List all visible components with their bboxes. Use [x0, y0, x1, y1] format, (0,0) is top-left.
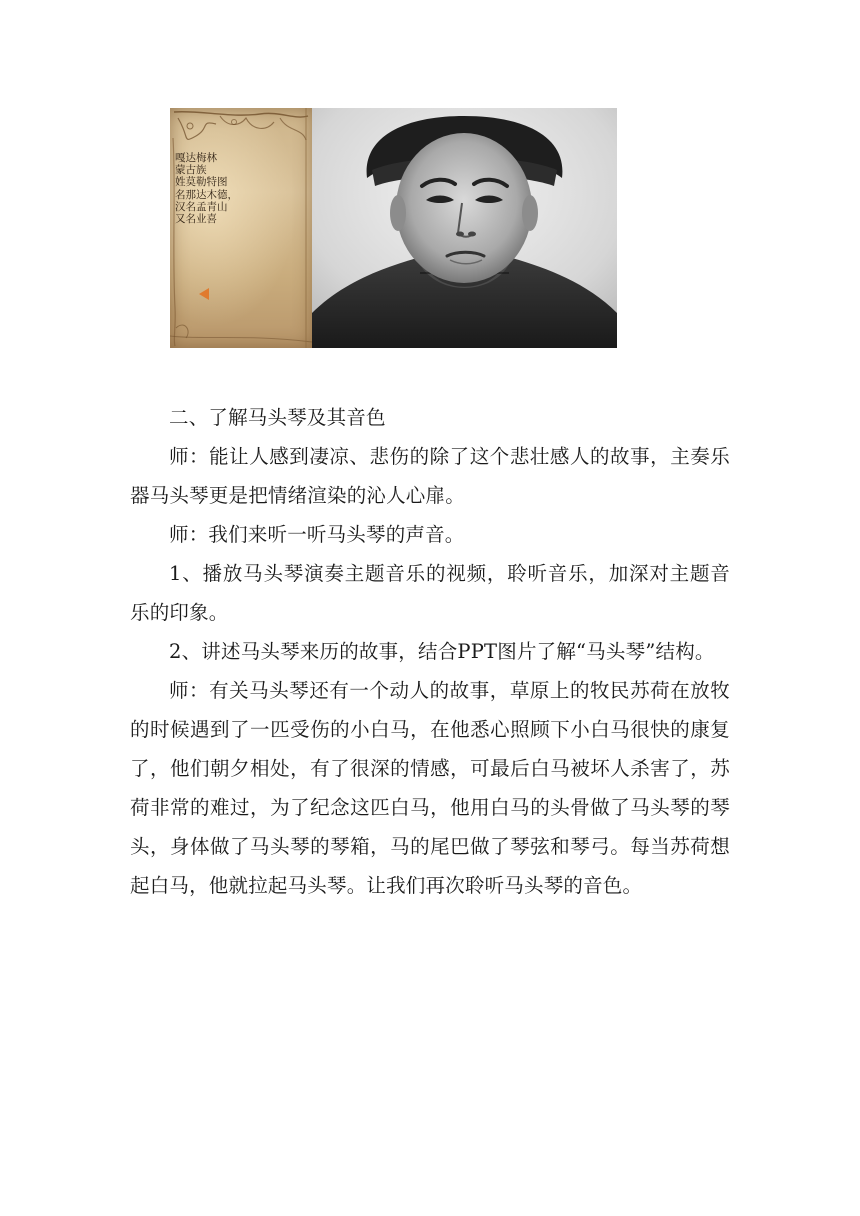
caption-line: 嘎达梅林: [175, 152, 217, 164]
slide-figure: [170, 108, 617, 348]
portrait-caption: [175, 152, 238, 225]
caption-line: 名那达木德，: [175, 188, 238, 201]
paragraph: 2、讲述马头琴来历的故事，结合PPT图片了解“马头琴”结构。: [169, 640, 715, 663]
caption-line: 又名业喜: [175, 213, 217, 226]
lesson-text: [130, 398, 730, 905]
parchment-caption-panel: [170, 108, 312, 348]
caption-line: 汉名孟青山: [175, 200, 228, 213]
paragraph: 师：能让人感到凄凉、悲伤的除了这个悲壮感人的故事，主奏乐器马头琴更是把情绪渲染的沁人心扉。: [130, 445, 730, 507]
paragraph: 1、播放马头琴演奏主题音乐的视频，聆听音乐，加深对主题音乐的印象。: [130, 562, 730, 624]
section-heading: 二、了解马头琴及其音色: [169, 406, 386, 429]
floral-ornament-icon: [170, 108, 312, 348]
caption-line: 姓莫勒特图: [175, 176, 228, 189]
left-arrow-icon[interactable]: [199, 288, 209, 300]
paragraph: 师：有关马头琴还有一个动人的故事，草原上的牧民苏荷在放牧的时候遇到了一匹受伤的小白马，在他悉心照顾下小白马很快的康复了，他们朝夕相处，有了很深的情感，可最后白马被坏人杀害了，苏荷非常的难过，为了纪念这匹白马，他用白马的头骨做了马头琴的琴头，身体做了马头琴的琴箱，马的尾巴做了琴弦和琴弓。每当苏荷想起白马，他就拉起马头琴。让我们再次聆听马头琴的音色。: [130, 679, 730, 897]
paragraph: 师：我们来听一听马头琴的声音。: [169, 523, 465, 546]
caption-line: 蒙古族: [175, 164, 207, 177]
portrait-photo: [312, 108, 617, 348]
